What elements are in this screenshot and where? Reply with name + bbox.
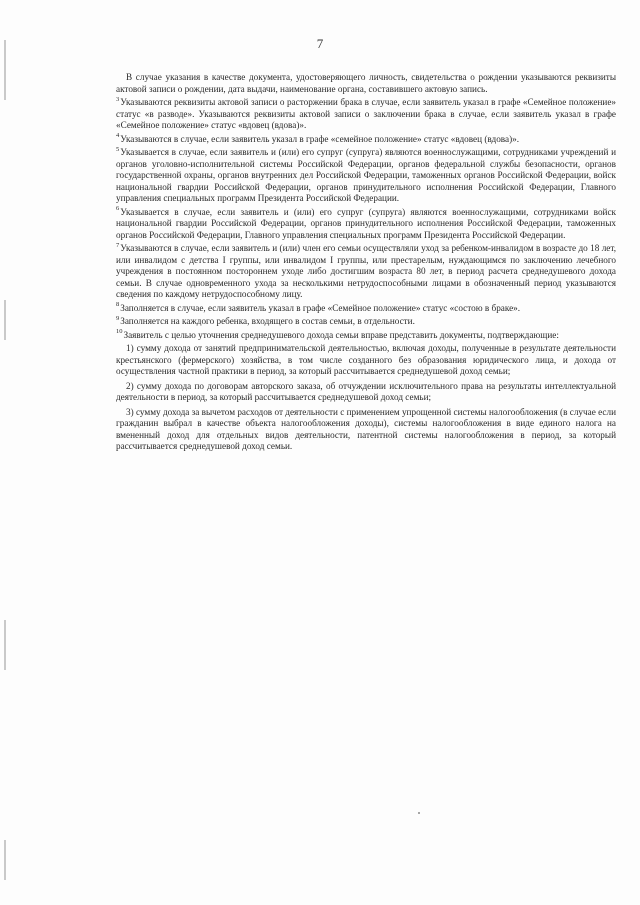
footnote-6: [116, 207, 616, 242]
footnote-marker: 8: [116, 301, 120, 309]
footnote-text: Указываются реквизиты актовой записи о расторжении брака в случае, если заявитель указал в графе «Семейное положение» статус «в разводе». Указываются реквизиты актовой записи о заключении брака в случае, если заявитель указал в графе «Семейное положение» статус «вдовец (вдова)».: [116, 97, 616, 130]
footnote-text: Заполняется в случае, если заявитель указал в графе «Семейное положение» статус «состою в браке».: [120, 302, 521, 313]
footnote-5: [116, 147, 616, 205]
footnote-marker: 3: [116, 95, 120, 103]
footnote-9: [116, 316, 616, 328]
scan-speck: [418, 812, 420, 814]
footnote-8: [116, 303, 616, 315]
footnote-marker: 7: [116, 241, 120, 249]
footnote-text: Указываются в случае, если заявитель и (или) член его семьи осуществляли уход за ребенком-инвалидом в возрасте до 18 лет, или инвалидом с детства I группы, или инвалидом I группы, или престарелым, нуждающимся по заключению лечебного учреждения в постоянном постороннем уходе либо достигшим возраста 80 лет, в период расчета среднедушевого дохода семьи. В случае одновременного ухода за несколькими нетрудоспособными лицами в обозначенный период указываются сведения по каждому нетрудоспособному лицу.: [116, 243, 616, 299]
footnote-marker: 5: [116, 145, 120, 153]
footnote-text: Заполняется на каждого ребенка, входящего в состав семьи, в отдельности.: [120, 316, 415, 326]
page-number: 7: [316, 36, 324, 51]
footnote-10: [116, 330, 616, 342]
footnote-marker: 9: [116, 314, 120, 322]
scan-binding-edge: [4, 0, 8, 905]
footnote-marker: 4: [116, 132, 120, 140]
list-item: 3) сумму дохода за вычетом расходов от деятельности с применением упрощенной системы налогообложения (в случае если гражданин выбрал в качестве объекта налогообложения доходы), системы налогообложения в виде единого налога на вмененный доход для отдельных видов деятельности, патентной системы налогообложения в период, за который рассчитывается среднедушевой доход семьи.: [116, 406, 616, 451]
paragraph: В случае указания в качестве документа, удостоверяющего личность, свидетельства о рождении указываются реквизиты актовой записи о рождении, дата выдачи, наименование органа, составившего актовую запись.: [116, 72, 616, 94]
footnote-text: Указываются в случае, если заявитель указал в графе «семейное положение» статус «вдовец (вдова)».: [120, 133, 520, 144]
list-item: 2) сумму дохода по договорам авторского заказа, об отчуждении исключительного права на результаты интеллектуальной деятельности в период, за который рассчитывается среднедушевой доход семьи;: [116, 380, 616, 402]
footnote-4: [116, 134, 616, 146]
footnote-3: [116, 97, 616, 132]
list-item: 1) сумму дохода от занятий предпринимательской деятельностью, включая доходы, полученные в результате деятельности крестьянского (фермерского) хозяйства, в том числе созданного без образования юридического лица, и дохода от осуществления частной практики в период, за который рассчитывается среднедушевой доход семьи;: [116, 343, 616, 376]
footnote-text: Указывается в случае, если заявитель и (или) его супруг (супруга) являются военнослужащими, сотрудниками учреждений и органов уголовно-исполнительной системы Российской Федерации, органов федеральной службы безопасности, органов государственной охраны, органов внутренних дел Российской Федерации, таможенных органов Российской Федерации, войск национальной гвардии Российской Федерации, органов принудительного исполнения Российской Федерации, Главного управления специальных программ Президента Российской Федерации.: [116, 147, 616, 203]
footnote-text: Указывается в случае, если заявитель и (или) его супруг (супруга) являются военнослужащими, сотрудниками войск национальной гвардии Российской Федерации, органов принудительного исполнения Российской Федерации, таможенных органов Российской Федерации, Главного управления специальных программ Президента Российской Федерации.: [116, 206, 616, 240]
footnote-7: [116, 243, 616, 301]
footnotes-body: [116, 72, 616, 456]
footnote-text: Заявитель с целью уточнения среднедушевого дохода семьи вправе представить документы, подтверждающие:: [123, 329, 559, 340]
footnote-marker: 6: [116, 205, 120, 213]
footnote-marker: 10: [116, 328, 123, 336]
